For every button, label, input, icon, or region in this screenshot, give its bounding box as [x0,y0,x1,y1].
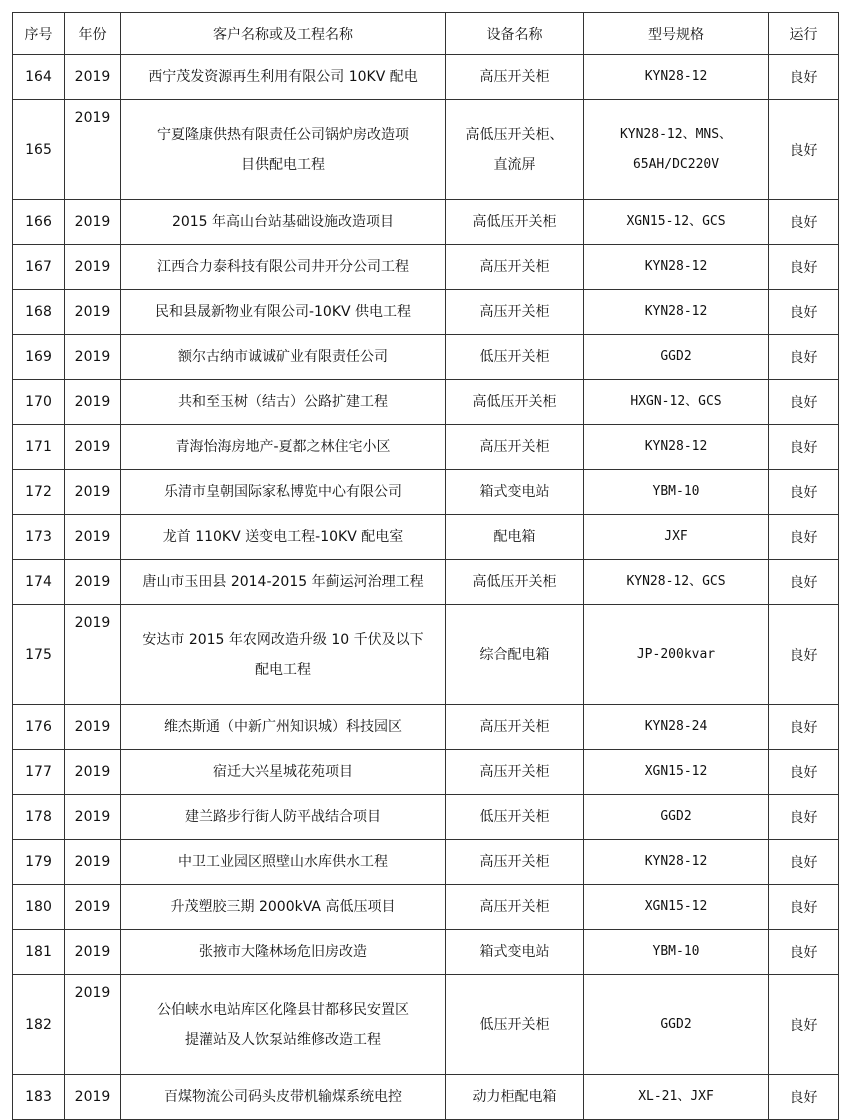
cell-model-spec [584,200,769,245]
cell-serial-number: 178 [13,795,65,840]
cell-equipment [446,425,584,470]
cell-model-spec [584,705,769,750]
cell-serial-number: 165 [13,100,65,200]
cell-customer-project-line: 公伯峡水电站库区化隆县甘都移民安置区 [157,1001,409,1018]
cell-operation-status: 良好 [769,750,839,795]
header-model-spec: 型号规格 [584,13,769,55]
cell-serial-number: 179 [13,840,65,885]
cell-customer-project-line: 民和县晟新物业有限公司-10KV 供电工程 [154,304,412,320]
cell-customer-project [121,380,446,425]
cell-model-spec [584,930,769,975]
cell-customer-project [121,750,446,795]
cell-operation-status: 良好 [769,705,839,750]
cell-customer-project-line: 安达市 2015 年农网改造升级 10 千伏及以下 [142,631,424,648]
cell-equipment [446,705,584,750]
table-row [13,975,839,1075]
table-body [13,55,839,1120]
cell-customer-project [121,840,446,885]
cell-year: 2019 [65,200,121,245]
cell-equipment [446,840,584,885]
table-row [13,560,839,605]
cell-customer-project-line: 额尔古纳市诚诚矿业有限责任公司 [178,349,388,365]
cell-year: 2019 [65,245,121,290]
cell-customer-project-line: 宁夏隆康供热有限责任公司锅炉房改造项 [157,126,409,143]
cell-model-spec [584,100,769,200]
cell-model-spec-line: KYN28-12 [644,259,708,274]
cell-model-spec-line: XGN15-12 [644,764,708,779]
cell-serial-number: 172 [13,470,65,515]
table-row [13,425,839,470]
cell-equipment [446,380,584,425]
cell-operation-status: 良好 [769,885,839,930]
cell-equipment [446,885,584,930]
cell-year: 2019 [65,705,121,750]
cell-operation-status: 良好 [769,1075,839,1120]
table-row [13,1075,839,1120]
cell-equipment-line: 高压开关柜 [479,259,550,275]
cell-equipment-line: 高低压开关柜 [472,394,557,410]
cell-equipment [446,975,584,1075]
cell-serial-number: 176 [13,705,65,750]
cell-equipment-line: 高压开关柜 [479,719,550,735]
cell-operation-status: 良好 [769,930,839,975]
cell-equipment-line: 配电箱 [493,529,536,545]
cell-equipment [446,290,584,335]
cell-year: 2019 [65,560,121,605]
cell-customer-project [121,335,446,380]
table-row [13,515,839,560]
table-row [13,605,839,705]
cell-model-spec-line: KYN28-24 [644,719,708,734]
cell-model-spec [584,290,769,335]
cell-customer-project-line: 龙首 110KV 送变电工程-10KV 配电室 [162,529,404,545]
cell-model-spec-line: KYN28-12、GCS [626,574,726,589]
cell-model-spec-line: YBM-10 [652,484,700,499]
cell-equipment-line: 高低压开关柜 [472,574,557,590]
cell-equipment [446,100,584,200]
cell-equipment-line: 高压开关柜 [479,439,550,455]
cell-model-spec-line: GGD2 [660,1016,692,1032]
table-row [13,930,839,975]
cell-model-spec-line: XGN15-12 [644,899,708,914]
cell-year: 2019 [65,885,121,930]
cell-customer-project-line: 配电工程 [255,661,311,678]
cell-customer-project [121,975,446,1075]
cell-equipment [446,1075,584,1120]
cell-equipment-line: 综合配电箱 [479,646,550,663]
cell-serial-number: 183 [13,1075,65,1120]
cell-customer-project [121,200,446,245]
cell-equipment-line: 低压开关柜 [479,349,550,365]
cell-serial-number: 169 [13,335,65,380]
cell-model-spec-line: GGD2 [660,809,692,824]
table-row [13,705,839,750]
cell-operation-status: 良好 [769,55,839,100]
cell-customer-project [121,290,446,335]
cell-customer-project [121,245,446,290]
cell-customer-project-line: 2015 年高山台站基础设施改造项目 [171,214,395,230]
cell-operation-status: 良好 [769,290,839,335]
cell-model-spec-line: YBM-10 [652,944,700,959]
cell-model-spec [584,605,769,705]
cell-year: 2019 [65,795,121,840]
cell-customer-project-line: 共和至玉树（结古）公路扩建工程 [178,394,388,410]
cell-equipment [446,245,584,290]
cell-model-spec-line: XL-21、JXF [638,1089,714,1104]
cell-customer-project-line: 青海怡海房地产-夏都之林住宅小区 [175,439,391,455]
cell-model-spec-line: XGN15-12、GCS [626,214,726,229]
cell-model-spec [584,840,769,885]
cell-equipment [446,560,584,605]
cell-model-spec-line: KYN28-12 [644,304,708,319]
cell-equipment [446,55,584,100]
cell-model-spec [584,975,769,1075]
cell-model-spec-line: KYN28-12 [644,69,708,84]
cell-operation-status: 良好 [769,470,839,515]
header-serial-number: 序号 [13,13,65,55]
cell-equipment-line: 高压开关柜 [479,69,550,85]
cell-equipment-line: 高压开关柜 [479,899,550,915]
cell-serial-number: 177 [13,750,65,795]
cell-customer-project-line: 目供配电工程 [241,156,325,173]
cell-year: 2019 [65,55,121,100]
table-row [13,470,839,515]
cell-serial-number: 167 [13,245,65,290]
project-records-table [12,12,839,1120]
cell-equipment-line: 箱式变电站 [479,944,550,960]
cell-customer-project-line: 乐清市皇朝国际家私博览中心有限公司 [164,484,402,500]
cell-serial-number: 171 [13,425,65,470]
cell-year: 2019 [65,290,121,335]
cell-customer-project [121,795,446,840]
cell-year: 2019 [65,335,121,380]
cell-model-spec [584,335,769,380]
header-row [13,13,839,55]
cell-equipment [446,750,584,795]
cell-operation-status: 良好 [769,560,839,605]
cell-equipment-line: 动力柜配电箱 [472,1089,557,1105]
cell-equipment [446,470,584,515]
cell-equipment-line: 高低压开关柜 [472,214,557,230]
cell-model-spec [584,750,769,795]
table-row [13,335,839,380]
cell-equipment [446,200,584,245]
cell-customer-project [121,1075,446,1120]
cell-year: 2019 [65,930,121,975]
cell-equipment [446,795,584,840]
cell-model-spec-line: JP-200kvar [636,646,716,662]
cell-year: 2019 [65,605,121,705]
cell-equipment-line: 高压开关柜 [479,854,550,870]
cell-serial-number: 175 [13,605,65,705]
cell-operation-status: 良好 [769,515,839,560]
cell-customer-project [121,425,446,470]
cell-model-spec-line: 65AH/DC220V [632,156,720,172]
cell-year: 2019 [65,380,121,425]
cell-model-spec-line: JXF [664,529,688,544]
cell-operation-status: 良好 [769,200,839,245]
cell-model-spec [584,380,769,425]
table-row [13,750,839,795]
cell-year: 2019 [65,840,121,885]
cell-equipment [446,930,584,975]
cell-equipment [446,515,584,560]
table-row [13,200,839,245]
cell-customer-project-line: 建兰路步行街人防平战结合项目 [185,809,381,825]
cell-serial-number: 182 [13,975,65,1075]
cell-equipment-line: 高低压开关柜、 [465,126,564,143]
cell-year: 2019 [65,1075,121,1120]
cell-operation-status: 良好 [769,425,839,470]
table-row [13,100,839,200]
table-row [13,885,839,930]
cell-serial-number: 181 [13,930,65,975]
cell-customer-project [121,100,446,200]
cell-model-spec-line: KYN28-12 [644,439,708,454]
cell-model-spec-line: KYN28-12 [644,854,708,869]
cell-operation-status: 良好 [769,335,839,380]
cell-year: 2019 [65,425,121,470]
cell-equipment [446,605,584,705]
cell-operation-status: 良好 [769,100,839,200]
cell-customer-project [121,605,446,705]
cell-year: 2019 [65,750,121,795]
table-row [13,55,839,100]
cell-year: 2019 [65,975,121,1075]
cell-customer-project-line: 张掖市大隆林场危旧房改造 [199,944,367,960]
cell-customer-project [121,930,446,975]
cell-customer-project-line: 维杰斯通（中新广州知识城）科技园区 [164,719,402,735]
cell-model-spec [584,795,769,840]
cell-model-spec [584,1075,769,1120]
cell-model-spec [584,560,769,605]
cell-model-spec [584,885,769,930]
cell-model-spec-line: KYN28-12、MNS、 [619,126,733,142]
cell-customer-project [121,560,446,605]
cell-year: 2019 [65,100,121,200]
cell-customer-project-line: 百煤物流公司码头皮带机输煤系统电控 [164,1089,402,1105]
cell-operation-status: 良好 [769,380,839,425]
cell-model-spec-line: HXGN-12、GCS [630,394,722,409]
cell-model-spec [584,245,769,290]
cell-customer-project-line: 西宁茂发资源再生利用有限公司 10KV 配电 [148,69,418,85]
cell-serial-number: 173 [13,515,65,560]
cell-equipment-line: 低压开关柜 [479,1016,550,1033]
table-row [13,245,839,290]
table-row [13,380,839,425]
cell-customer-project-line: 中卫工业园区照壁山水库供水工程 [178,854,388,870]
header-customer-project: 客户名称或及工程名称 [121,13,446,55]
cell-model-spec [584,55,769,100]
header-year: 年份 [65,13,121,55]
cell-customer-project [121,705,446,750]
cell-operation-status: 良好 [769,975,839,1075]
cell-serial-number: 168 [13,290,65,335]
cell-serial-number: 166 [13,200,65,245]
cell-customer-project [121,515,446,560]
cell-customer-project-line: 宿迁大兴星城花苑项目 [213,764,353,780]
cell-equipment-line: 高压开关柜 [479,304,550,320]
cell-model-spec-line: GGD2 [660,349,692,364]
cell-customer-project [121,470,446,515]
cell-year: 2019 [65,515,121,560]
table-row [13,795,839,840]
cell-customer-project [121,885,446,930]
cell-customer-project-line: 唐山市玉田县 2014-2015 年蓟运河治理工程 [142,574,424,590]
table-row [13,290,839,335]
cell-customer-project-line: 升茂塑胶三期 2000kVA 高低压项目 [170,899,396,915]
cell-model-spec [584,425,769,470]
cell-customer-project [121,55,446,100]
header-equipment: 设备名称 [446,13,584,55]
cell-serial-number: 170 [13,380,65,425]
cell-model-spec [584,515,769,560]
cell-customer-project-line: 江西合力泰科技有限公司井开分公司工程 [157,259,409,275]
cell-operation-status: 良好 [769,795,839,840]
cell-equipment-line: 直流屏 [493,156,536,173]
cell-customer-project-line: 提灌站及人饮泵站维修改造工程 [185,1031,381,1048]
cell-serial-number: 174 [13,560,65,605]
cell-model-spec [584,470,769,515]
cell-operation-status: 良好 [769,840,839,885]
cell-operation-status: 良好 [769,245,839,290]
header-operation-status: 运行 [769,13,839,55]
table-header [13,13,839,55]
cell-equipment [446,335,584,380]
cell-equipment-line: 低压开关柜 [479,809,550,825]
cell-equipment-line: 高压开关柜 [479,764,550,780]
cell-equipment-line: 箱式变电站 [479,484,550,500]
cell-serial-number: 180 [13,885,65,930]
cell-serial-number: 164 [13,55,65,100]
cell-year: 2019 [65,470,121,515]
cell-operation-status: 良好 [769,605,839,705]
table-row [13,840,839,885]
